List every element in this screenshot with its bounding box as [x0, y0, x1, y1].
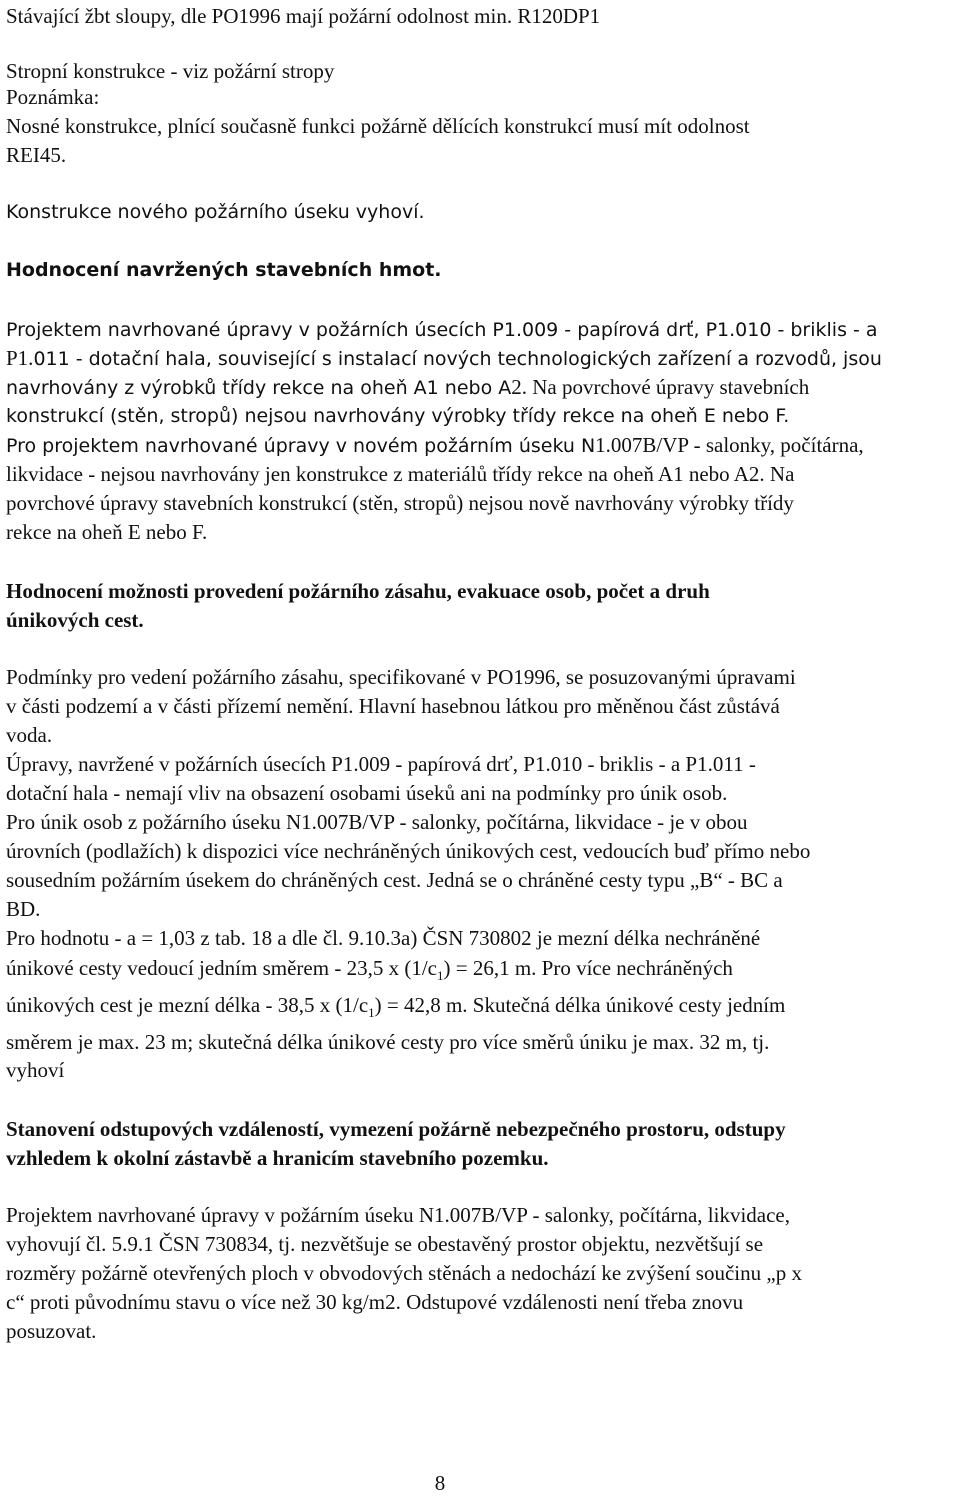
section-heading: Hodnocení možnosti provedení požárního zásahu, evakuace osob, počet a druh — [6, 579, 710, 603]
text-line: Projektem navrhované úpravy v požárních úsecích P1.009 - papírová drť, P1.010 - briklis - a — [6, 319, 878, 341]
section-heading: únikových cest. — [6, 608, 144, 632]
text-line: Stropní konstrukce - viz požární stropy — [6, 59, 335, 83]
text-line: navrhovány z výrobků třídy rekce na oheň A1 nebo A2. Na povrchové úpravy stavebních — [6, 375, 810, 399]
text-line: vyhovují čl. 5.9.1 ČSN 730834, tj. nezvětšuje se obestavěný prostor objektu, nezvětšují se — [6, 1232, 764, 1256]
text-line: únikové cesty vedoucí jedním směrem - 23,5 x $(1/c_1) = 26,1$ m. Pro více nechráněných — [6, 956, 733, 983]
text-line: Pro projektem navrhované úpravy v novém požárním úseku N1.007B/VP - salonky, počítárna, — [6, 433, 864, 457]
text-line: Pro hodnotu - a = 1,03 z tab. 18 a dle čl. 9.10.3a) ČSN 730802 je mezní délka nechráněné — [6, 926, 761, 950]
text-line: posuzovat. — [6, 1319, 97, 1343]
text-line: dotační hala - nemají vliv na obsazení osobami úseků ani na podmínky pro únik osob. — [6, 781, 728, 805]
text-line: Podmínky pro vedení požárního zásahu, specifikované v PO1996, se posuzovanými úpravami — [6, 665, 796, 689]
text-line: rozměry požárně otevřených ploch v obvodových stěnách a nedochází ke zvýšení součinu „p x — [6, 1261, 802, 1285]
text-line: sousedním požárním úsekem do chráněných cest. Jedná se o chráněné cesty typu „B“ - BC a — [6, 868, 783, 892]
text-line: Projektem navrhované úpravy v požárním úseku N1.007B/VP - salonky, počítárna, likvidace, — [6, 1203, 791, 1227]
section-heading: vzhledem k okolní zástavbě a hranicím stavebního pozemku. — [6, 1146, 549, 1170]
text-line: úrovních (podlažích) k dispozici více nechráněných únikových cest, vedoucích buď přímo nebo — [6, 839, 811, 863]
text-line: BD. — [6, 897, 41, 921]
text-line: voda. — [6, 723, 53, 747]
text-line: Úpravy, navržené v požárních úsecích P1.009 - papírová drť, P1.010 - briklis - a P1.011 - — [6, 752, 756, 776]
text-line: Nosné konstrukce, plnící současně funkci požárně dělících konstrukcí musí mít odolnost — [6, 114, 750, 138]
text-line: Pro únik osob z požárního úseku N1.007B/VP - salonky, počítárna, likvidace - je v obou — [6, 810, 748, 834]
text-line: P1.011 - dotační hala, související s instalací nových technologických zařízení a rozvodů, jsou — [6, 346, 882, 370]
text-line: vyhoví — [6, 1058, 65, 1082]
text-line: únikových cest je mezní délka - 38,5 x $(1/c_1) = 42,8$ m. Skutečná délka únikové cesty jedním — [6, 993, 786, 1020]
text-line: konstrukcí (stěn, stropů) nejsou navrhovány výrobky třídy rekce na oheň E nebo F. — [6, 405, 790, 427]
text-line: Poznámka: — [6, 85, 100, 109]
subscript: 1 — [368, 1005, 375, 1020]
text-line: směrem je max. 23 m; skutečná délka únikové cesty pro více směrů úniku je max. 32 m, tj. — [6, 1030, 770, 1054]
text-line: Konstrukce nového požárního úseku vyhoví. — [6, 201, 425, 223]
text-line: rekce na oheň E nebo F. — [6, 520, 208, 544]
text-line: likvidace - nejsou navrhovány jen konstrukce z materiálů třídy rekce na oheň A1 nebo A2. Na — [6, 462, 795, 486]
text-line: povrchové úpravy stavebních konstrukcí (stěn, stropů) nejsou nově navrhovány výrobky třídy — [6, 491, 794, 515]
section-heading: Hodnocení navržených stavebních hmot. — [6, 259, 442, 281]
subscript: 1 — [436, 968, 444, 983]
page-number: 8 — [434, 1471, 446, 1495]
text-line: Stávající žbt sloupy, dle PO1996 mají požární odolnost min. R120DP1 — [6, 4, 601, 28]
text-line: c“ proti původnímu stavu o více než 30 kg/m2. Odstupové vzdálenosti není třeba znovu — [6, 1290, 744, 1314]
text-line: v části podzemí a v části přízemí nemění. Hlavní hasebnou látkou pro měněnou část zůstává — [6, 694, 780, 718]
section-heading: Stanovení odstupových vzdáleností, vymezení požárně nebezpečného prostoru, odstupy — [6, 1117, 786, 1141]
text-line: REI45. — [6, 143, 67, 167]
